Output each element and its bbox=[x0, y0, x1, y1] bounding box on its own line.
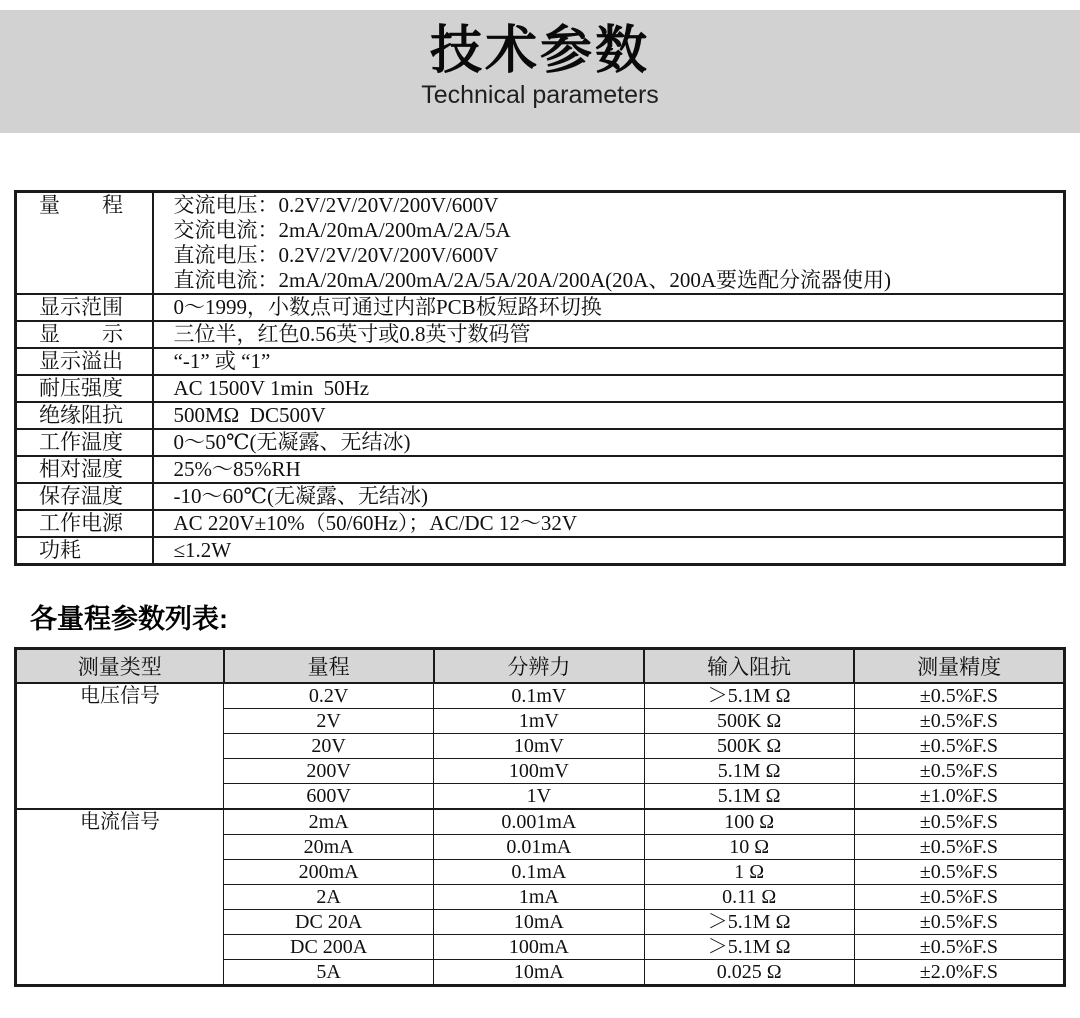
spec-label: 显 示 bbox=[16, 321, 153, 348]
range-header-cell: 输入阻抗 bbox=[644, 649, 854, 684]
range-cell: ＞5.1M Ω bbox=[644, 683, 854, 709]
spec-value bbox=[153, 321, 1065, 348]
spec-value-line: “-1” 或 “1” bbox=[173, 349, 271, 373]
spec-value-line: 25%～85%RH bbox=[173, 457, 301, 481]
range-cell: 20mA bbox=[224, 835, 434, 860]
range-header-cell: 量程 bbox=[224, 649, 434, 684]
range-cell: 100 Ω bbox=[644, 809, 854, 835]
range-cell: 100mV bbox=[434, 759, 644, 784]
range-cell: 0.2V bbox=[224, 683, 434, 709]
spec-value-line: AC 1500V 1min 50Hz bbox=[173, 376, 370, 400]
page-subtitle: Technical parameters bbox=[421, 81, 659, 109]
spec-value-line: AC 220V±10%（50/60Hz）；AC/DC 12～32V bbox=[173, 511, 578, 535]
spec-value bbox=[153, 483, 1065, 510]
range-cell: 0.1mA bbox=[434, 860, 644, 885]
range-table-header-row bbox=[16, 649, 1065, 684]
range-cell: 1 Ω bbox=[644, 860, 854, 885]
spec-row bbox=[16, 402, 1065, 429]
spec-value bbox=[153, 348, 1065, 375]
spec-value-line: 500MΩ DC500V bbox=[173, 403, 326, 427]
range-cell: 10mV bbox=[434, 734, 644, 759]
range-cell: ±0.5%F.S bbox=[854, 734, 1064, 759]
spec-value-line: 直流电流：2mA/20mA/200mA/2A/5A/20A/200A(20A、200A要选配分流器使用) bbox=[173, 268, 891, 292]
spec-label: 工作电源 bbox=[16, 510, 153, 537]
range-cell: 10mA bbox=[434, 960, 644, 986]
spec-row bbox=[16, 456, 1065, 483]
spec-value bbox=[153, 192, 1065, 295]
range-cell: 200mA bbox=[224, 860, 434, 885]
range-cell: ＞5.1M Ω bbox=[644, 935, 854, 960]
range-cell: 500K Ω bbox=[644, 709, 854, 734]
range-cell: ±0.5%F.S bbox=[854, 935, 1064, 960]
range-cell: 10mA bbox=[434, 910, 644, 935]
range-cell: DC 20A bbox=[224, 910, 434, 935]
spec-label: 相对湿度 bbox=[16, 456, 153, 483]
range-cell: ±0.5%F.S bbox=[854, 885, 1064, 910]
spec-value-line: 三位半，红色0.56英寸或0.8英寸数码管 bbox=[173, 322, 531, 346]
range-cell: 2A bbox=[224, 885, 434, 910]
range-cell: 1V bbox=[434, 784, 644, 810]
range-cell: ±1.0%F.S bbox=[854, 784, 1064, 810]
spec-value-line: 交流电流：2mA/20mA/200mA/2A/5A bbox=[173, 218, 511, 242]
range-type-cell: 电流信号 bbox=[16, 809, 224, 986]
spec-label: 工作温度 bbox=[16, 429, 153, 456]
range-cell: 0.01mA bbox=[434, 835, 644, 860]
range-table bbox=[14, 647, 1066, 987]
range-cell: 10 Ω bbox=[644, 835, 854, 860]
spec-label: 绝缘阻抗 bbox=[16, 402, 153, 429]
spec-value-line: 交流电压：0.2V/2V/20V/200V/600V bbox=[173, 193, 499, 217]
spec-row bbox=[16, 375, 1065, 402]
range-cell: 0.001mA bbox=[434, 809, 644, 835]
section-heading: 各量程参数列表: bbox=[30, 604, 228, 634]
range-cell: 600V bbox=[224, 784, 434, 810]
range-cell: ±2.0%F.S bbox=[854, 960, 1064, 986]
spec-label: 保存温度 bbox=[16, 483, 153, 510]
spec-value-line: 0～50℃(无凝露、无结冰) bbox=[173, 430, 411, 454]
range-header-cell: 分辨力 bbox=[434, 649, 644, 684]
range-type-cell: 电压信号 bbox=[16, 683, 224, 809]
spec-row bbox=[16, 192, 1065, 295]
range-cell: ＞5.1M Ω bbox=[644, 910, 854, 935]
range-cell: 500K Ω bbox=[644, 734, 854, 759]
spec-value bbox=[153, 456, 1065, 483]
range-cell: 0.1mV bbox=[434, 683, 644, 709]
spec-row bbox=[16, 537, 1065, 565]
spec-value-line: 直流电压：0.2V/2V/20V/200V/600V bbox=[173, 243, 499, 267]
range-cell: 5.1M Ω bbox=[644, 759, 854, 784]
range-cell: 0.025 Ω bbox=[644, 960, 854, 986]
range-row bbox=[16, 683, 1065, 709]
spec-row bbox=[16, 429, 1065, 456]
range-cell: DC 200A bbox=[224, 935, 434, 960]
spec-table-body bbox=[16, 192, 1065, 565]
spec-table bbox=[14, 190, 1066, 566]
range-cell: 100mA bbox=[434, 935, 644, 960]
spec-value bbox=[153, 510, 1065, 537]
range-row bbox=[16, 809, 1065, 835]
range-cell: 1mV bbox=[434, 709, 644, 734]
spec-label: 量 程 bbox=[16, 192, 153, 295]
range-cell: 0.11 Ω bbox=[644, 885, 854, 910]
range-cell: 2mA bbox=[224, 809, 434, 835]
range-cell: ±0.5%F.S bbox=[854, 860, 1064, 885]
spec-label: 耐压强度 bbox=[16, 375, 153, 402]
range-cell: ±0.5%F.S bbox=[854, 835, 1064, 860]
range-cell: 200V bbox=[224, 759, 434, 784]
spec-value bbox=[153, 402, 1065, 429]
spec-value bbox=[153, 294, 1065, 321]
range-header-cell: 测量精度 bbox=[854, 649, 1064, 684]
spec-row bbox=[16, 483, 1065, 510]
spec-row bbox=[16, 510, 1065, 537]
range-cell: ±0.5%F.S bbox=[854, 709, 1064, 734]
range-cell: ±0.5%F.S bbox=[854, 809, 1064, 835]
spec-label: 显示范围 bbox=[16, 294, 153, 321]
page-title: 技术参数 bbox=[429, 22, 650, 80]
range-table-body bbox=[16, 683, 1065, 986]
spec-value bbox=[153, 429, 1065, 456]
range-cell: 2V bbox=[224, 709, 434, 734]
range-cell: 5.1M Ω bbox=[644, 784, 854, 810]
range-cell: 1mA bbox=[434, 885, 644, 910]
range-table-head bbox=[16, 649, 1065, 684]
spec-row bbox=[16, 321, 1065, 348]
spec-row bbox=[16, 294, 1065, 321]
page bbox=[0, 10, 1080, 987]
spec-value-line: -10～60℃(无凝露、无结冰) bbox=[173, 484, 428, 508]
spec-label: 显示溢出 bbox=[16, 348, 153, 375]
range-cell: ±0.5%F.S bbox=[854, 759, 1064, 784]
range-cell: 20V bbox=[224, 734, 434, 759]
range-cell: 5A bbox=[224, 960, 434, 986]
spec-value-line: 0～1999，小数点可通过内部PCB板短路环切换 bbox=[173, 295, 602, 319]
spec-value-line: ≤1.2W bbox=[173, 538, 232, 562]
header-band bbox=[0, 10, 1080, 133]
spec-row bbox=[16, 348, 1065, 375]
range-cell: ±0.5%F.S bbox=[854, 910, 1064, 935]
range-header-cell: 测量类型 bbox=[16, 649, 224, 684]
range-cell: ±0.5%F.S bbox=[854, 683, 1064, 709]
spec-value bbox=[153, 375, 1065, 402]
spec-value bbox=[153, 537, 1065, 565]
spec-label: 功耗 bbox=[16, 537, 153, 565]
